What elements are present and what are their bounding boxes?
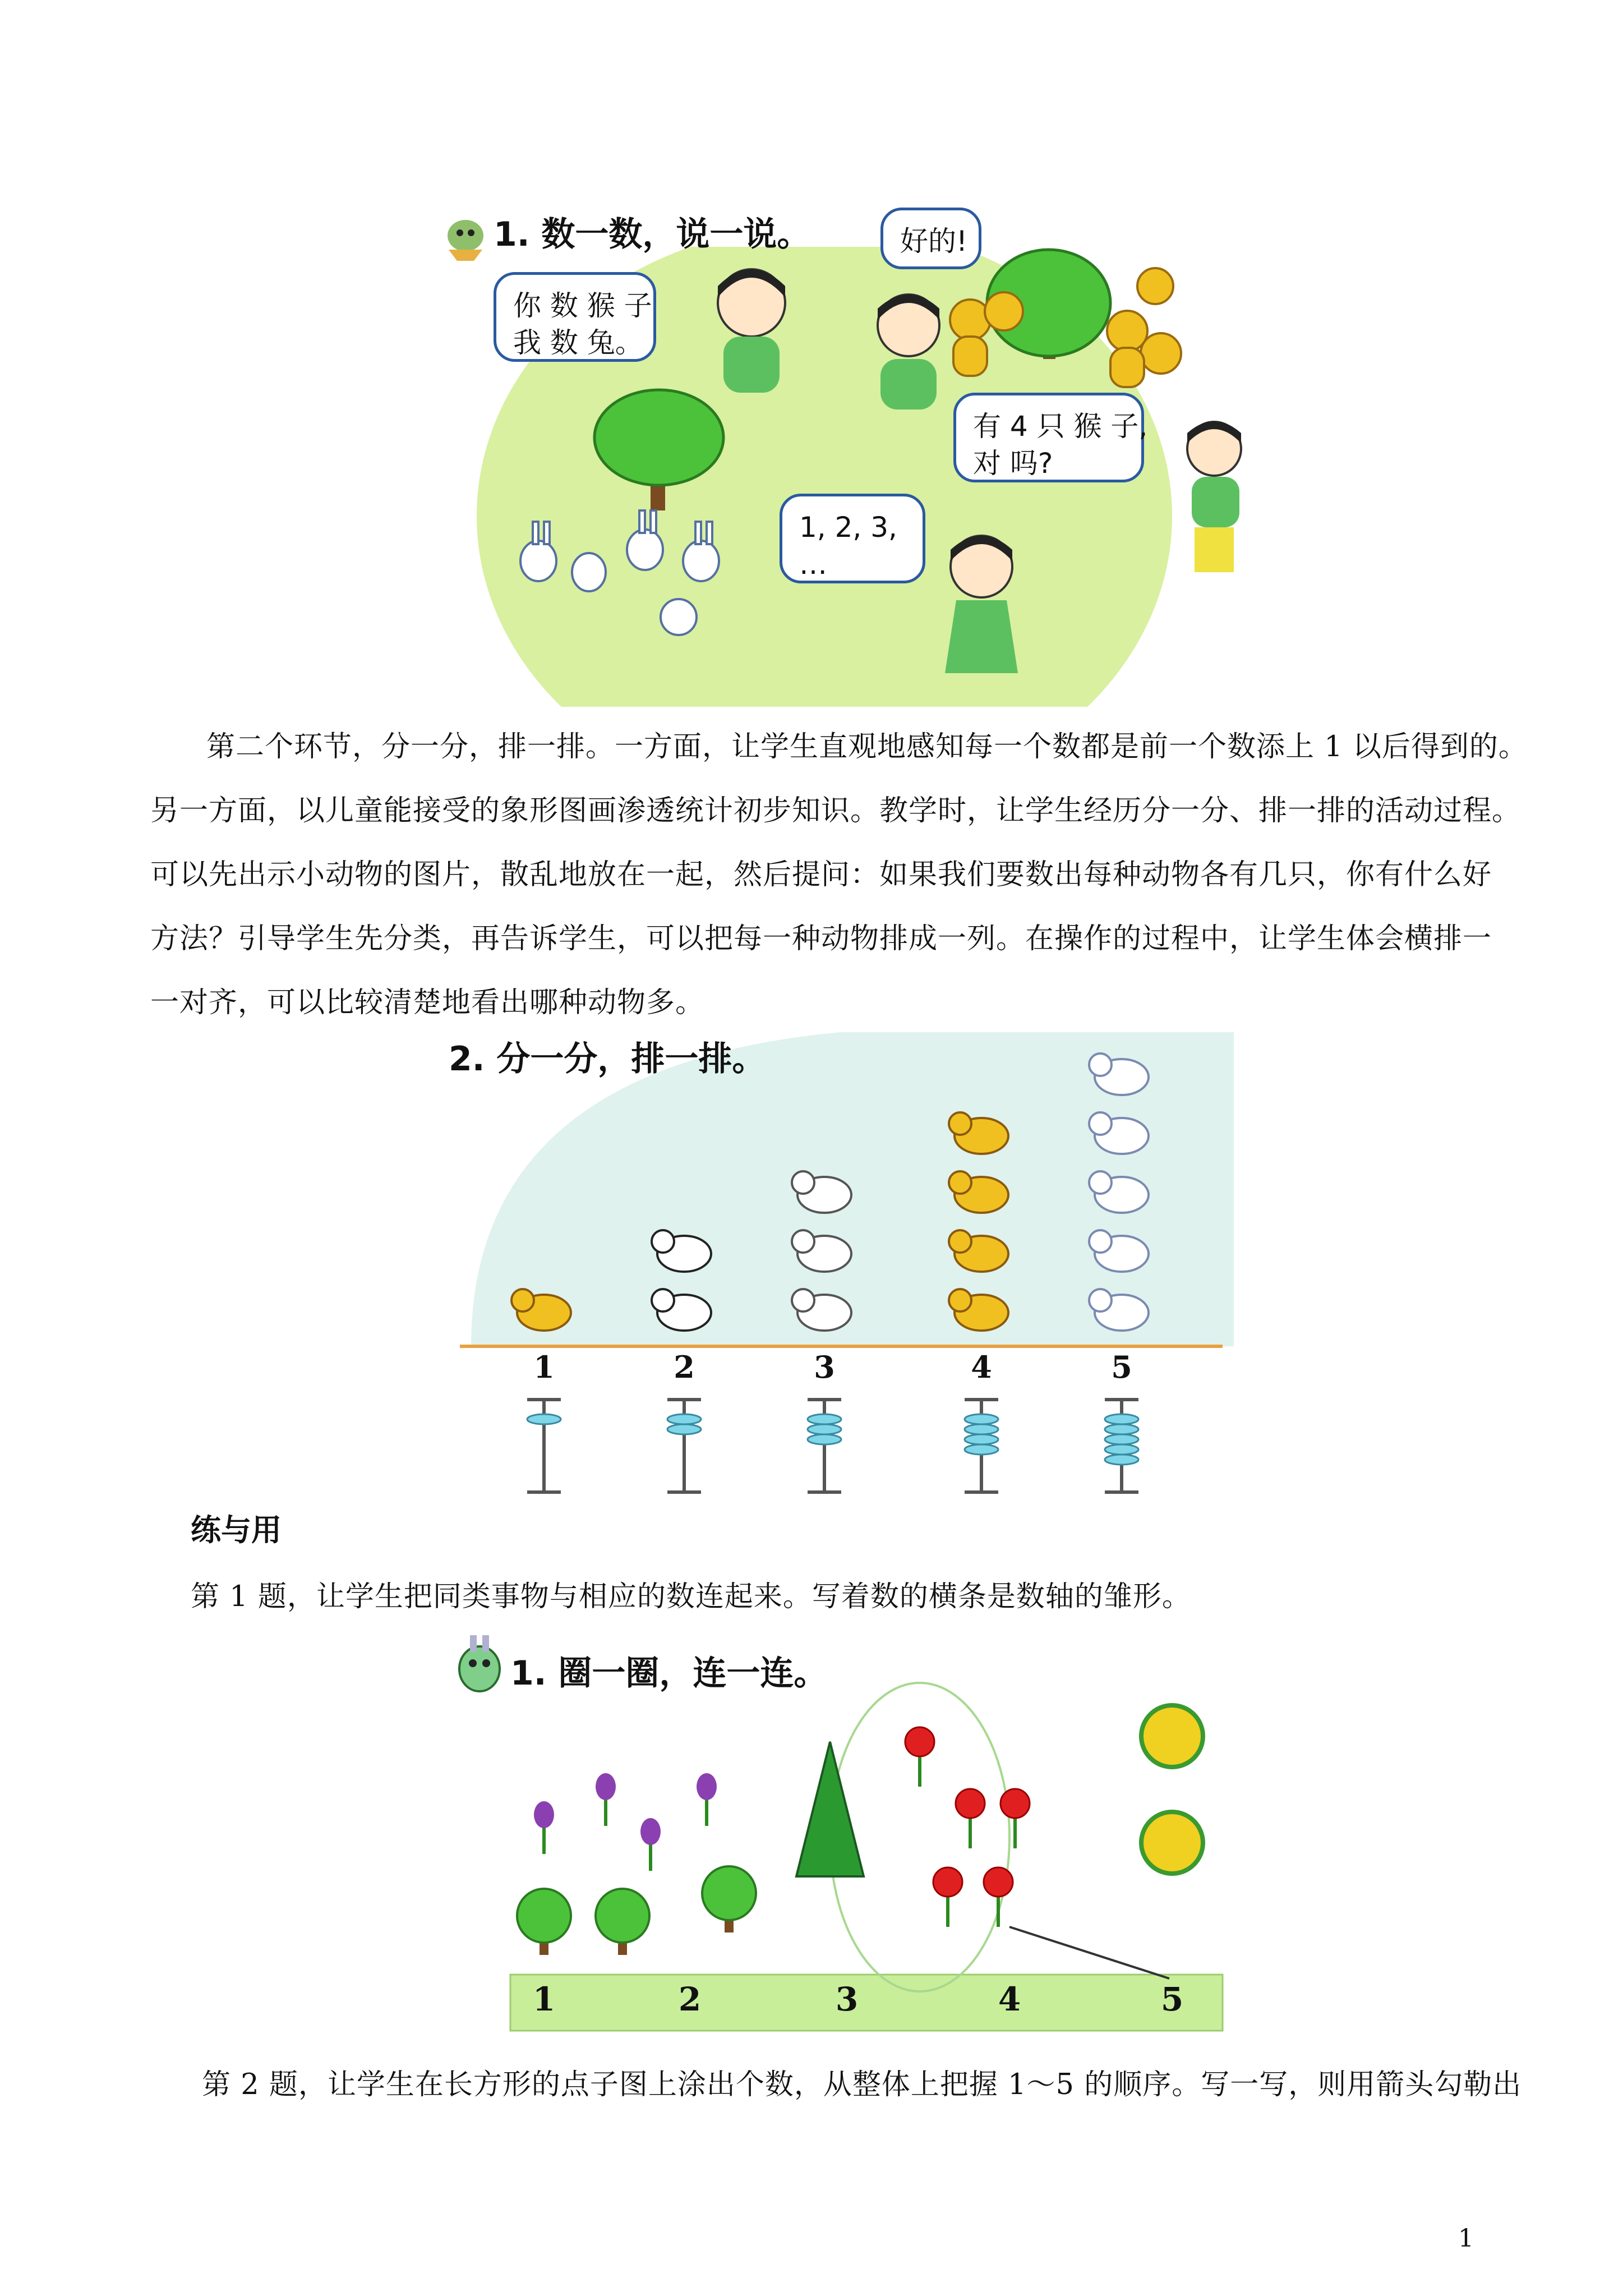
abacus-bead xyxy=(667,1414,701,1424)
exercise-2-line: 第 2 题，让学生在长方形的点子图上涂出个数，从整体上把握 1～5 的顺序。写一写，则用箭头勾勒出 xyxy=(202,2068,1522,2101)
speech-bubble-ok xyxy=(880,208,981,269)
red-flower-icon xyxy=(933,1867,962,1897)
purple-flower-icon xyxy=(697,1773,717,1800)
exercise-1-line: 第 1 题，让学生把同类事物与相应的数连起来。写着数的横条是数轴的雏形。 xyxy=(191,1580,1191,1613)
pine-tree-icon xyxy=(796,1742,864,1876)
abacus-bead xyxy=(1105,1434,1138,1444)
red-flower-icon xyxy=(1000,1789,1030,1818)
speech-bubble-monkeys xyxy=(953,393,1148,482)
abacus-bead xyxy=(965,1424,998,1434)
mascot-icon xyxy=(448,220,483,261)
abacus-bead xyxy=(808,1434,841,1444)
illustration-3-title: 1. 圈一圈，连一连。 xyxy=(510,1654,828,1693)
red-flower-icon xyxy=(984,1867,1013,1897)
paragraph-second-stage xyxy=(150,715,1528,1035)
paragraph-1-line-2: 另一方面，以儿童能接受的象形图画渗透统计初步知识。教学时，让学生经历分一分、排一排的活动过程。 xyxy=(150,794,1521,827)
sunflower-icon xyxy=(1141,1705,1203,1767)
purple-flower-icon xyxy=(534,1801,554,1828)
boy-right xyxy=(1187,421,1241,572)
abacus-bead xyxy=(1105,1414,1138,1424)
mascot-icon-2 xyxy=(459,1635,500,1691)
column-number-4: 4 xyxy=(971,1349,992,1385)
illustration-2-title: 2. 分一分，排一排。 xyxy=(449,1039,766,1079)
bubble-monkeys-line-1: 有 4 只 猴 子, xyxy=(973,410,1148,443)
sunflower-icon xyxy=(1141,1812,1203,1874)
bubble-counting-line-2: … xyxy=(799,548,827,581)
exercise-2-text xyxy=(202,2053,1531,2117)
bush-icon xyxy=(702,1866,756,1920)
connect-line xyxy=(1009,1927,1169,1978)
girl-bottom xyxy=(945,536,1018,673)
section-heading-practice: 练与用 xyxy=(191,1512,282,1548)
abacus-bead xyxy=(965,1434,998,1444)
abacus-bead xyxy=(1105,1455,1138,1465)
abacus-rod-3 xyxy=(808,1400,841,1492)
illustration-sort-and-arrange xyxy=(449,1032,1234,1503)
column-number-2: 2 xyxy=(674,1349,695,1385)
strip-number-2: 2 xyxy=(678,1980,702,2018)
bubble-girl-line-1: 你 数 猴 子 xyxy=(513,289,652,322)
abacus-bead xyxy=(965,1414,998,1424)
column-number-5: 5 xyxy=(1111,1349,1132,1385)
strip-number-3: 3 xyxy=(835,1980,859,2018)
exercise-1-text xyxy=(191,1565,1520,1629)
illustration-1-title: 1. 数一数，说一说。 xyxy=(494,215,811,254)
bubble-counting-line-1: 1, 2, 3, xyxy=(799,511,897,544)
paragraph-1-line-3: 可以先出示小动物的图片，散乱地放在一起，然后提问：如果我们要数出每种动物各有几只，你有什么好 xyxy=(150,858,1492,891)
column-number-1: 1 xyxy=(533,1349,555,1385)
red-flower-icon xyxy=(956,1789,985,1818)
abacus-rod-5 xyxy=(1105,1400,1138,1492)
column-number-3: 3 xyxy=(814,1349,835,1385)
bubble-monkeys-line-2: 对 吗? xyxy=(973,447,1053,480)
sorting-scene xyxy=(449,1032,1234,1503)
speech-bubble-girl xyxy=(494,272,656,362)
strip-number-5: 5 xyxy=(1160,1980,1184,2018)
strip-number-4: 4 xyxy=(998,1980,1021,2018)
bush-icon xyxy=(596,1889,649,1943)
abacus-bead xyxy=(1105,1444,1138,1455)
abacus-bead xyxy=(808,1414,841,1424)
paragraph-1-line-5: 一对齐，可以比较清楚地看出哪种动物多。 xyxy=(150,986,705,1019)
abacus-rod-4 xyxy=(965,1400,998,1492)
abacus-bead xyxy=(667,1424,701,1434)
bubble-ok-text: 好的! xyxy=(900,225,968,257)
abacus-bead xyxy=(808,1424,841,1434)
bush-icon xyxy=(517,1889,571,1943)
abacus-rod-1 xyxy=(527,1400,561,1492)
abacus-bead xyxy=(965,1444,998,1455)
illustration-count-and-say xyxy=(432,202,1251,707)
bubble-girl-line-2: 我 数 兔。 xyxy=(513,326,643,359)
abacus-bead xyxy=(1105,1424,1138,1434)
red-flower-icon xyxy=(905,1727,934,1756)
purple-flower-icon xyxy=(596,1773,616,1800)
paragraph-1-line-4: 方法？引导学生先分类，再告诉学生，可以把每一种动物排成一列。在操作的过程中，让学生体会横排一 xyxy=(150,922,1492,955)
purple-flower-icon xyxy=(640,1818,661,1845)
strip-number-1: 1 xyxy=(532,1980,556,2018)
illustration-circle-and-connect xyxy=(449,1630,1234,2045)
abacus-bead xyxy=(527,1414,561,1424)
abacus-rod-2 xyxy=(667,1400,701,1492)
page-number: 1 xyxy=(1458,2224,1474,2253)
speech-bubble-counting xyxy=(780,494,925,583)
paragraph-1-line-1: 第二个环节，分一分，排一排。一方面，让学生直观地感知每一个数都是前一个数添上 1 以后得到的。 xyxy=(206,730,1528,763)
